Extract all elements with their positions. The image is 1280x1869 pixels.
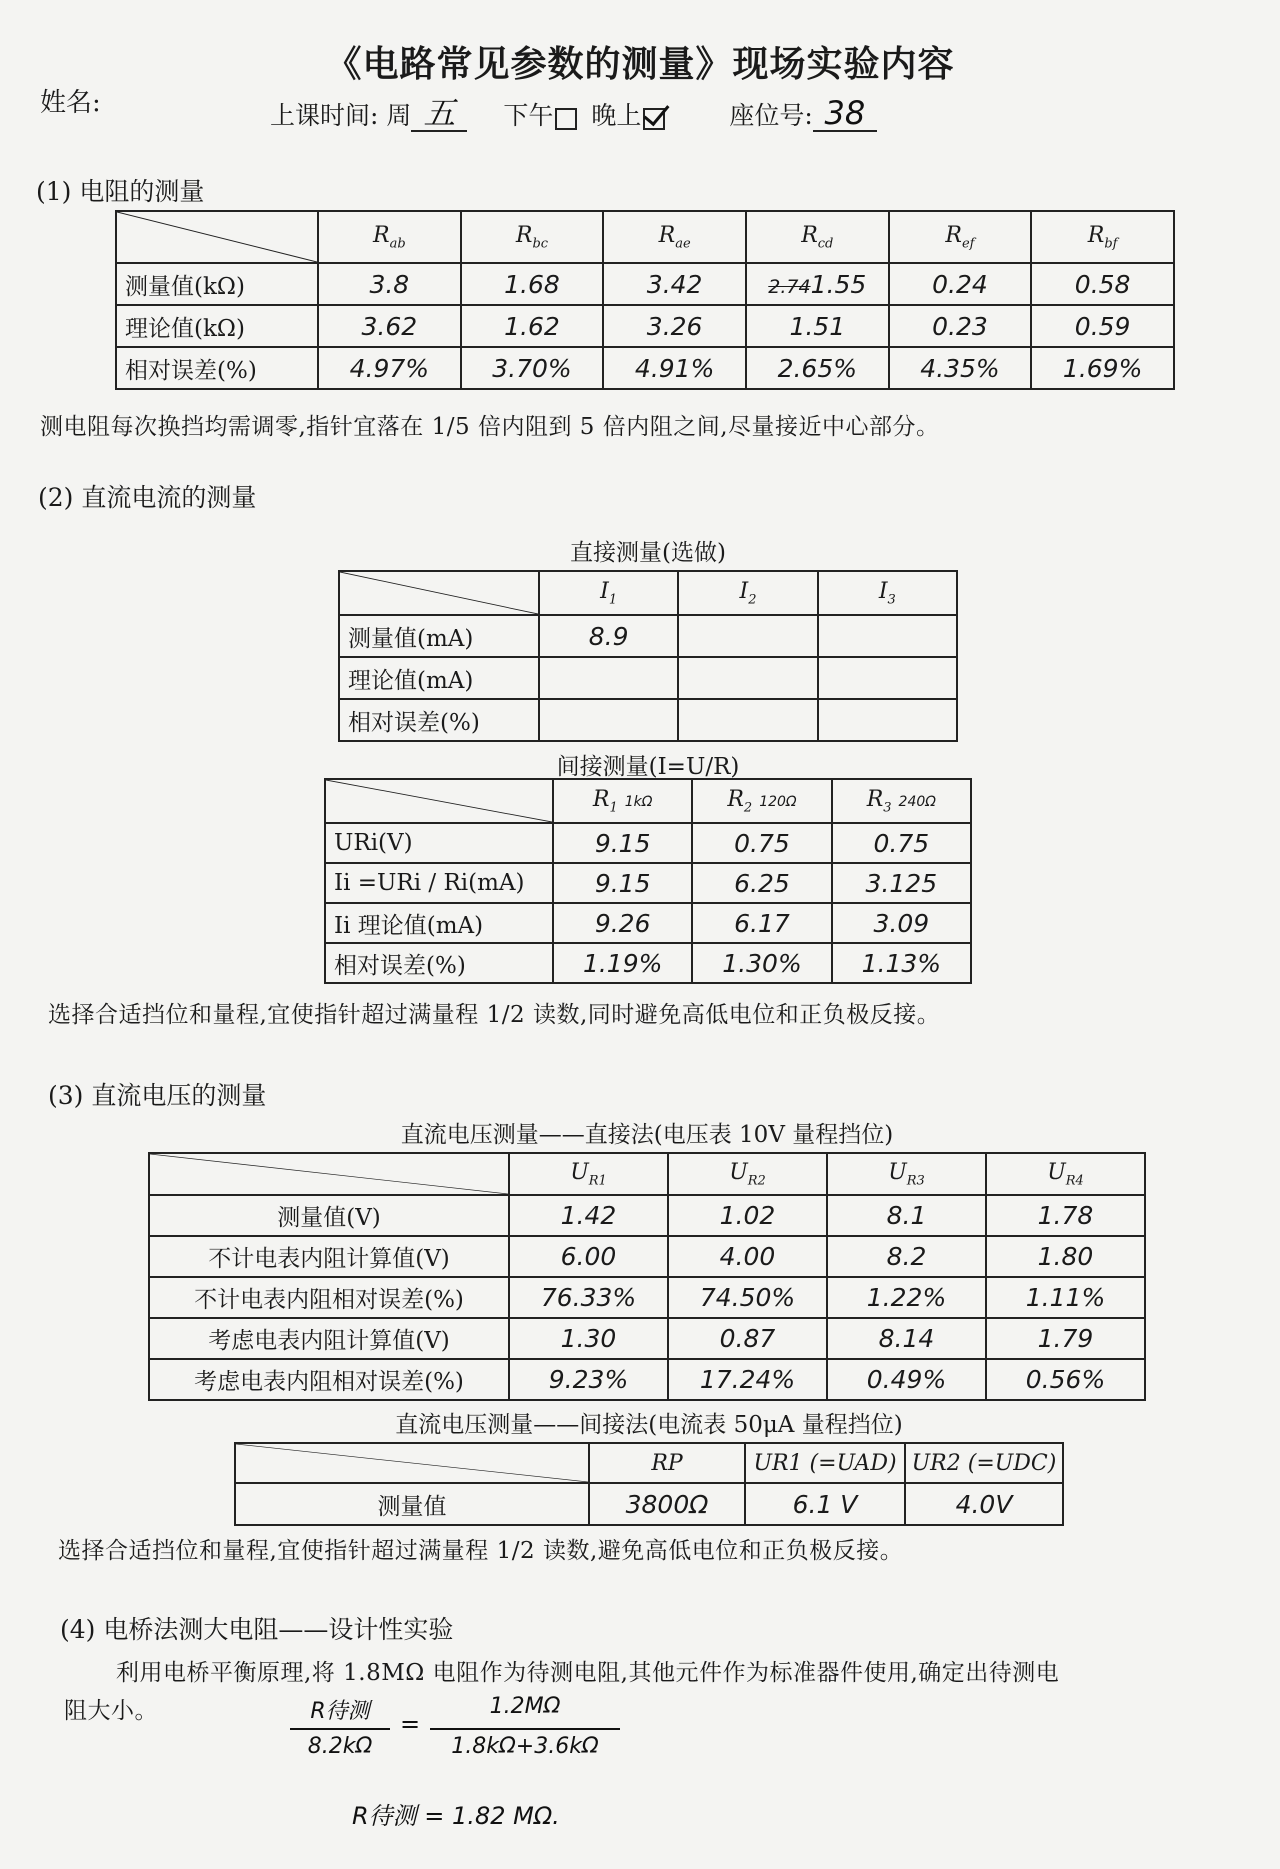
diagonal-header-cell: [116, 211, 318, 263]
col-header: $R_1$ 1kΩ: [553, 779, 692, 823]
row-label: 不计电表内阻相对误差(%): [149, 1277, 509, 1318]
struck-value: 2.74: [768, 275, 811, 298]
eq-numerator-left: R待测: [310, 1699, 370, 1724]
cell-value: 1.22%: [827, 1277, 986, 1318]
cell-value: 0.56%: [986, 1359, 1145, 1400]
cell-value: [539, 657, 678, 699]
row-label: 测量值(kΩ): [116, 263, 318, 305]
resistor-note: 120Ω: [759, 793, 797, 810]
cell-value-with-correction: [746, 263, 889, 305]
col-header: $U_{R1}$: [509, 1153, 668, 1195]
row-label: 相对误差(%): [339, 699, 539, 741]
cell-value: 3.26: [603, 305, 746, 347]
cell-value: 74.50%: [668, 1277, 827, 1318]
cell-value: 4.0V: [905, 1483, 1063, 1525]
eq-numerator-right: 1.2MΩ: [489, 1694, 561, 1719]
col-header: $R_{ab}$: [318, 211, 461, 263]
seat-label: 座位号:: [729, 101, 813, 130]
cell-value: 3800Ω: [589, 1483, 745, 1525]
section-4-heading: (4) 电桥法测大电阻——设计性实验: [60, 1615, 454, 1644]
page-title: 《电路常见参数的测量》现场实验内容: [325, 43, 955, 85]
cell-value: 0.87: [668, 1318, 827, 1359]
col-header: $U_{R3}$: [827, 1153, 986, 1195]
name-label: 姓名:: [40, 88, 101, 118]
cell-value: 1.02: [668, 1195, 827, 1236]
cell-value: 6.17: [692, 903, 831, 943]
resistor-note: 1kΩ: [624, 793, 653, 810]
cell-value: 1.19%: [553, 943, 692, 983]
section-1-heading: (1) 电阻的测量: [36, 177, 205, 206]
col-header: $I_2$: [678, 571, 817, 615]
afternoon-checkbox[interactable]: [555, 108, 577, 130]
row-label: 相对误差(%): [325, 943, 553, 983]
corrected-value: 1.55: [810, 269, 867, 299]
indirect-current-caption: 间接测量(I=U/R): [556, 754, 740, 780]
cell-value: 1.30%: [692, 943, 831, 983]
section-2-heading: (2) 直流电流的测量: [38, 483, 257, 512]
cell-value: 17.24%: [668, 1359, 827, 1400]
fraction-bar: [430, 1728, 620, 1730]
section-4-body-line-2: 阻大小。: [64, 1698, 158, 1724]
cell-value: 9.15: [553, 863, 692, 903]
row-label: 测量值(mA): [339, 615, 539, 657]
cell-value: 4.97%: [318, 347, 461, 389]
indirect-voltage-table: [234, 1442, 1064, 1526]
cell-value: 6.1 V: [745, 1483, 905, 1525]
cell-value: [678, 657, 817, 699]
col-header: $R_{cd}$: [746, 211, 889, 263]
diagonal-header-cell: [325, 779, 553, 823]
col-header: RP: [589, 1443, 745, 1483]
cell-value: 0.59: [1031, 305, 1174, 347]
cell-value: 2.65%: [746, 347, 889, 389]
diagonal-header-cell: [339, 571, 539, 615]
section-3-note: 选择合适挡位和量程,宜使指针超过满量程 1/2 读数,避免高低电位和正负极反接。: [58, 1538, 904, 1564]
col-header: $U_{R2}$: [668, 1153, 827, 1195]
row-label: 考虑电表内阻计算值(V): [149, 1318, 509, 1359]
col-header: UR2 (=UDC): [905, 1443, 1063, 1483]
evening-checkbox[interactable]: [643, 108, 665, 130]
cell-value: 4.35%: [889, 347, 1032, 389]
cell-value: 0.23: [889, 305, 1032, 347]
cell-value: 4.91%: [603, 347, 746, 389]
resistor-note: 240Ω: [898, 793, 936, 810]
cell-value: [818, 657, 957, 699]
cell-value: 1.79: [986, 1318, 1145, 1359]
class-info-row: [270, 96, 877, 132]
cell-value: 1.30: [509, 1318, 668, 1359]
afternoon-label: 下午: [503, 101, 554, 130]
col-header: $U_{R4}$: [986, 1153, 1145, 1195]
row-label: 相对误差(%): [116, 347, 318, 389]
cell-value: 0.58: [1031, 263, 1174, 305]
row-label: 测量值(V): [149, 1195, 509, 1236]
row-label: Ii 理论值(mA): [325, 903, 553, 943]
eq-equals: =: [400, 1710, 421, 1738]
cell-value: 1.78: [986, 1195, 1145, 1236]
weekday-value: 五: [411, 96, 467, 132]
cell-value: 0.75: [692, 823, 831, 863]
section-1-note: 测电阻每次换挡均需调零,指针宜落在 1/5 倍内阻到 5 倍内阻之间,尽量接近中心部分。: [40, 414, 940, 440]
row-label: 不计电表内阻计算值(V): [149, 1236, 509, 1277]
row-label: 测量值: [235, 1483, 589, 1525]
direct-voltage-table: [148, 1152, 1146, 1401]
cell-value: 1.42: [509, 1195, 668, 1236]
cell-value: 1.62: [461, 305, 604, 347]
cell-value: 1.80: [986, 1236, 1145, 1277]
cell-value: [818, 699, 957, 741]
section-4-body-line-1: 利用电桥平衡原理,将 1.8MΩ 电阻作为待测电阻,其他元件作为标准器件使用,确定出待测电: [116, 1660, 1060, 1686]
row-label: URi(V): [325, 823, 553, 863]
indirect-current-table: [324, 778, 972, 984]
cell-value: 76.33%: [509, 1277, 668, 1318]
cell-value: 3.70%: [461, 347, 604, 389]
bridge-result: R待测 = 1.82 MΩ.: [352, 1802, 560, 1830]
cell-value: 1.11%: [986, 1277, 1145, 1318]
row-label: 理论值(mA): [339, 657, 539, 699]
evening-label: 晚上: [591, 101, 642, 130]
cell-value: 3.09: [832, 903, 971, 943]
cell-value: 8.2: [827, 1236, 986, 1277]
row-label: 考虑电表内阻相对误差(%): [149, 1359, 509, 1400]
seat-number: 38: [813, 96, 877, 132]
cell-value: 8.9: [539, 615, 678, 657]
col-header: $R_{bc}$: [461, 211, 604, 263]
row-label: Ii =URi / Ri(mA): [325, 863, 553, 903]
col-header: $R_{bf}$: [1031, 211, 1174, 263]
class-time-label: 上课时间: 周: [270, 101, 412, 130]
direct-current-table: [338, 570, 958, 742]
diagonal-header-cell: [149, 1153, 509, 1195]
direct-voltage-caption: 直流电压测量——直接法(电压表 10V 量程挡位): [400, 1122, 894, 1148]
indirect-voltage-caption: 直流电压测量——间接法(电流表 50μA 量程挡位): [395, 1412, 903, 1438]
cell-value: 1.68: [461, 263, 604, 305]
cell-value: 0.75: [832, 823, 971, 863]
cell-value: 9.23%: [509, 1359, 668, 1400]
diagonal-header-cell: [235, 1443, 589, 1483]
cell-value: 3.125: [832, 863, 971, 903]
section-2-note: 选择合适挡位和量程,宜使指针超过满量程 1/2 读数,同时避免高低电位和正负极反接。: [48, 1002, 941, 1028]
cell-value: 9.15: [553, 823, 692, 863]
col-header: $R_3$ 240Ω: [832, 779, 971, 823]
cell-value: [678, 699, 817, 741]
cell-value: 0.24: [889, 263, 1032, 305]
col-header: $I_1$: [539, 571, 678, 615]
cell-value: 1.69%: [1031, 347, 1174, 389]
fraction-bar: [290, 1728, 390, 1730]
cell-value: [818, 615, 957, 657]
cell-value: 6.25: [692, 863, 831, 903]
cell-value: 8.14: [827, 1318, 986, 1359]
col-header: $R_{ae}$: [603, 211, 746, 263]
cell-value: 9.26: [553, 903, 692, 943]
col-header: $R_2$ 120Ω: [692, 779, 831, 823]
col-header: UR1 (=UAD): [745, 1443, 905, 1483]
cell-value: [539, 699, 678, 741]
direct-current-caption: 直接测量(选做): [570, 540, 726, 566]
section-3-heading: (3) 直流电压的测量: [48, 1081, 267, 1110]
cell-value: 1.13%: [832, 943, 971, 983]
cell-value: 3.8: [318, 263, 461, 305]
row-label: 理论值(kΩ): [116, 305, 318, 347]
eq-denominator-right: 1.8kΩ+3.6kΩ: [451, 1734, 599, 1759]
cell-value: 4.00: [668, 1236, 827, 1277]
cell-value: 8.1: [827, 1195, 986, 1236]
col-header: $I_3$: [818, 571, 957, 615]
cell-value: 6.00: [509, 1236, 668, 1277]
cell-value: 0.49%: [827, 1359, 986, 1400]
cell-value: 3.42: [603, 263, 746, 305]
cell-value: 1.51: [746, 305, 889, 347]
cell-value: 3.62: [318, 305, 461, 347]
eq-denominator-left: 8.2kΩ: [307, 1734, 373, 1759]
col-header: $R_{ef}$: [889, 211, 1032, 263]
bridge-equation: [290, 1694, 640, 1774]
cell-value: [678, 615, 817, 657]
resistance-table: [115, 210, 1175, 390]
